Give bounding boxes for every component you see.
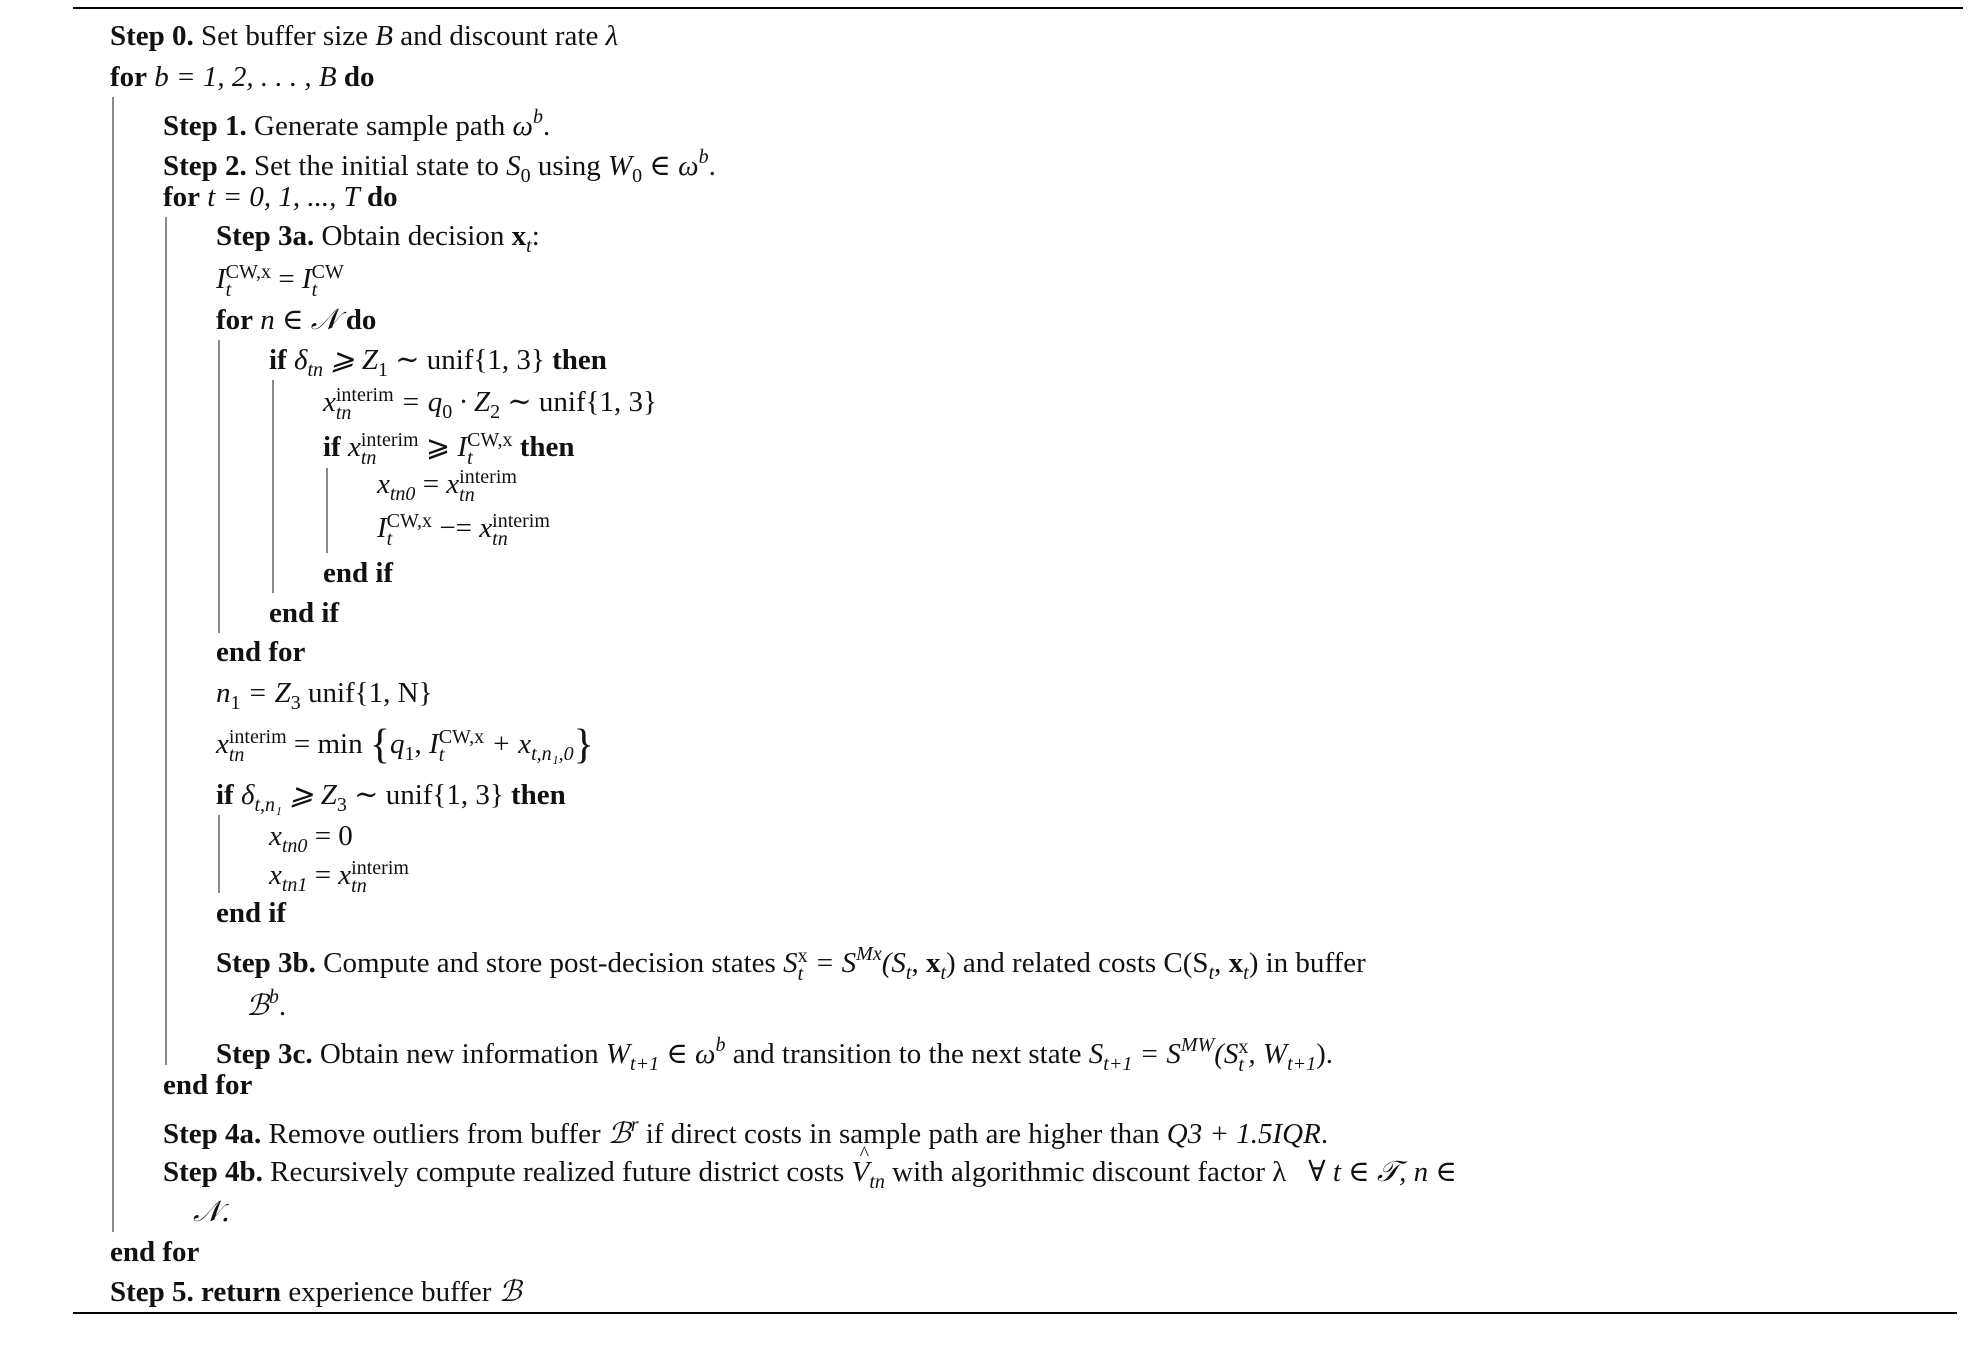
math-expr: , W bbox=[1248, 1038, 1288, 1070]
math-expr: + x bbox=[491, 728, 532, 760]
for-t-line bbox=[163, 177, 398, 217]
superscript: b bbox=[533, 106, 543, 128]
superscript: r bbox=[630, 1114, 639, 1136]
indent-bar-if-delta bbox=[272, 380, 274, 593]
subscript: t bbox=[386, 528, 393, 550]
math-var: λ bbox=[605, 20, 619, 52]
subscript: t bbox=[905, 962, 912, 984]
I-minus-assign-line bbox=[377, 506, 550, 550]
step-5-line bbox=[110, 1271, 522, 1311]
subscript: t,n₁,0 bbox=[531, 743, 574, 765]
supsub bbox=[312, 263, 344, 299]
math-expr: ∈ ω bbox=[666, 1038, 716, 1070]
step-text: in buffer bbox=[1265, 947, 1366, 979]
supsub bbox=[229, 728, 287, 764]
math-expr: ∀ t ∈ 𝒯, n ∈ bbox=[1308, 1156, 1457, 1188]
step-3b-cont-line bbox=[246, 977, 287, 1022]
subscript: tn0 bbox=[389, 483, 416, 505]
supsub bbox=[226, 263, 271, 299]
punct: , bbox=[1214, 947, 1229, 979]
subscript: tn bbox=[228, 744, 245, 766]
step-label: Step 4a. bbox=[163, 1118, 262, 1150]
math-expr: = S bbox=[814, 947, 857, 979]
math-var: x bbox=[338, 859, 352, 891]
superscript: interim bbox=[360, 429, 419, 451]
superscript: x bbox=[1238, 1036, 1249, 1058]
step-text: Set buffer size bbox=[201, 20, 369, 52]
left-brace: { bbox=[369, 722, 391, 768]
subscript: t bbox=[438, 744, 445, 766]
supsub bbox=[1238, 1038, 1248, 1074]
math-var: I bbox=[301, 263, 312, 295]
punct: . bbox=[543, 110, 551, 142]
math-expr: = Z bbox=[247, 677, 291, 709]
supsub bbox=[387, 512, 432, 548]
math-var: I bbox=[457, 431, 468, 463]
operator: = min bbox=[293, 728, 363, 760]
math-var: δ bbox=[293, 344, 308, 376]
subscript: t bbox=[225, 279, 232, 301]
subscript: t bbox=[940, 962, 946, 984]
math-var: q bbox=[390, 728, 405, 760]
operator: = bbox=[422, 468, 440, 500]
x-interim-line bbox=[323, 380, 657, 424]
if-delta-line bbox=[269, 340, 607, 380]
subscript: t bbox=[526, 235, 532, 257]
end-if-2-line bbox=[216, 893, 286, 933]
n1-assign-line bbox=[216, 673, 432, 713]
math-var: x bbox=[323, 386, 336, 418]
superscript: x bbox=[797, 945, 808, 967]
x-interim-min-line bbox=[216, 722, 594, 766]
subscript: tn bbox=[459, 484, 475, 506]
step-3b-line bbox=[216, 934, 1366, 985]
math-var: I bbox=[216, 263, 226, 295]
step-3a-line bbox=[216, 216, 540, 256]
keyword-end-if: end if bbox=[323, 557, 394, 589]
math-expr: · Z bbox=[459, 386, 491, 418]
indent-bar-if-delta2 bbox=[218, 815, 220, 893]
subscript: 2 bbox=[490, 401, 501, 423]
subscript: 1 bbox=[404, 743, 415, 765]
step-label: Step 4b. bbox=[163, 1156, 263, 1188]
math-var: x bbox=[347, 431, 361, 463]
step-label: Step 1. bbox=[163, 110, 247, 142]
punct: . bbox=[278, 990, 287, 1022]
math-expr: Q3 + 1.5IQR bbox=[1166, 1118, 1321, 1150]
subscript: t+1 bbox=[1103, 1053, 1133, 1075]
subscript: 1 bbox=[377, 359, 388, 381]
punct: . bbox=[708, 150, 716, 182]
superscript: interim bbox=[335, 384, 394, 406]
math-expr: = 0 bbox=[314, 820, 353, 852]
step-text: Obtain new information bbox=[319, 1038, 599, 1070]
subscript: tn bbox=[360, 447, 377, 469]
superscript: interim bbox=[492, 510, 550, 532]
loop-expr: n ∈ 𝒩 bbox=[260, 304, 339, 336]
supsub bbox=[492, 512, 550, 548]
end-for-t-line bbox=[163, 1065, 252, 1105]
x-tn0-zero-line bbox=[269, 816, 353, 856]
step-4b-cont-line bbox=[193, 1191, 230, 1231]
math-var: x bbox=[269, 859, 282, 891]
math-expr: 𝒩. bbox=[193, 1194, 231, 1228]
math-var: I bbox=[377, 512, 387, 544]
math-var: S bbox=[506, 150, 521, 182]
step-text: experience buffer bbox=[288, 1276, 492, 1308]
subscript: t bbox=[1238, 1054, 1244, 1076]
loop-expr: b = 1, 2, . . . , B bbox=[154, 61, 337, 93]
math-var: x bbox=[925, 947, 941, 979]
keyword-do: do bbox=[367, 181, 398, 213]
subscript: 3 bbox=[290, 692, 301, 714]
superscript: MW bbox=[1180, 1034, 1215, 1056]
math-var: x bbox=[511, 220, 527, 252]
subscript: t bbox=[467, 447, 473, 469]
supsub bbox=[351, 859, 409, 895]
step-2-line bbox=[163, 137, 716, 187]
subscript: tn1 bbox=[281, 874, 308, 896]
superscript: b bbox=[698, 146, 709, 168]
keyword-do: do bbox=[345, 304, 377, 336]
math-expr: = q bbox=[400, 386, 443, 418]
step-text: using bbox=[537, 150, 601, 182]
step-4a-line bbox=[163, 1105, 1329, 1150]
math-expr: ∼ unif{1, 3} bbox=[395, 344, 545, 376]
math-var: x bbox=[377, 468, 390, 500]
for-b-line bbox=[110, 57, 374, 97]
indent-bar-if-x bbox=[326, 468, 328, 553]
step-text: Recursively compute realized future district costs bbox=[270, 1156, 845, 1188]
math-expr: (S bbox=[1214, 1038, 1239, 1070]
subscript: tn bbox=[351, 875, 367, 897]
math-var: x bbox=[269, 820, 282, 852]
punct: ) bbox=[1248, 947, 1259, 979]
subscript: 0 bbox=[632, 165, 643, 187]
step-text: and related costs C(S bbox=[962, 947, 1209, 979]
math-expr: unif{1, N} bbox=[307, 677, 433, 709]
buffer-symbol: ℬ bbox=[246, 988, 269, 1022]
step-text: Remove outliers from buffer bbox=[268, 1118, 601, 1150]
x-tn0-assign-line bbox=[377, 462, 517, 506]
indent-bar-for-n bbox=[218, 340, 220, 633]
keyword-end-for: end for bbox=[110, 1236, 200, 1268]
step-text: Compute and store post-decision states bbox=[323, 947, 776, 979]
step-text: Obtain decision bbox=[321, 220, 505, 252]
math-var: ^ V bbox=[852, 1152, 870, 1192]
math-var: x bbox=[1228, 947, 1244, 979]
math-expr: ⩾ Z bbox=[289, 779, 337, 811]
step-label: Step 5. bbox=[110, 1276, 194, 1308]
step-1-line bbox=[163, 97, 551, 142]
superscript: interim bbox=[351, 857, 409, 879]
math-var: I bbox=[429, 728, 439, 760]
step-label: Step 3b. bbox=[216, 947, 316, 979]
keyword-for: for bbox=[110, 61, 148, 93]
supsub bbox=[459, 468, 517, 504]
subscript: t bbox=[1243, 962, 1249, 984]
math-var: x bbox=[479, 512, 493, 544]
supsub bbox=[439, 728, 484, 764]
subscript: tn bbox=[307, 359, 324, 381]
operator: = bbox=[278, 263, 295, 295]
keyword-then: then bbox=[552, 344, 607, 376]
math-var: B bbox=[375, 20, 393, 52]
step-text: with algorithmic discount factor λ bbox=[892, 1156, 1287, 1188]
keyword-end-for: end for bbox=[163, 1069, 253, 1101]
superscript: b bbox=[715, 1034, 726, 1056]
keyword-end-for: end for bbox=[216, 636, 306, 668]
superscript: CW,x bbox=[225, 261, 272, 283]
loop-expr: t = 0, 1, ..., T bbox=[207, 181, 360, 213]
supsub bbox=[798, 947, 808, 983]
punct: , bbox=[911, 947, 926, 979]
if-delta2-line bbox=[216, 775, 566, 815]
bottom-rule bbox=[73, 1312, 1957, 1314]
subscript: t bbox=[797, 963, 804, 985]
step-text: and discount rate bbox=[400, 20, 599, 52]
punct: , bbox=[414, 728, 422, 760]
indent-bar-for-t bbox=[165, 217, 167, 1065]
keyword-end-if: end if bbox=[269, 597, 340, 629]
punct: . bbox=[1320, 1118, 1329, 1150]
buffer-symbol: ℬ bbox=[607, 1116, 631, 1150]
keyword-do: do bbox=[343, 61, 375, 93]
keyword-if: if bbox=[216, 779, 234, 811]
keyword-if: if bbox=[323, 431, 341, 463]
superscript: interim bbox=[459, 466, 517, 488]
end-if-outer-line bbox=[269, 593, 339, 633]
subscript: 1 bbox=[230, 692, 241, 714]
operator: −= bbox=[439, 512, 473, 544]
punct: ) bbox=[946, 947, 956, 979]
math-expr: = S bbox=[1139, 1038, 1181, 1070]
step-label: Step 2. bbox=[163, 150, 247, 182]
top-rule bbox=[73, 7, 1963, 9]
math-var: δ bbox=[240, 779, 255, 811]
punct: : bbox=[531, 220, 540, 252]
step-label: Step 3c. bbox=[216, 1038, 313, 1070]
step-0-line bbox=[110, 16, 618, 56]
end-if-inner-line bbox=[323, 553, 393, 593]
math-var: x bbox=[216, 728, 229, 760]
math-var: ω bbox=[512, 110, 533, 142]
end-for-b-line bbox=[110, 1232, 199, 1272]
step-text: Generate sample path bbox=[254, 110, 506, 142]
right-brace: } bbox=[573, 722, 594, 768]
math-var: ∈ ω bbox=[649, 150, 699, 182]
subscript: t+1 bbox=[630, 1053, 660, 1075]
operator: ⩾ bbox=[425, 431, 451, 463]
subscript: 0 bbox=[442, 401, 453, 423]
keyword-if: if bbox=[269, 344, 287, 376]
math-var: W bbox=[607, 150, 633, 182]
superscript: CW,x bbox=[438, 726, 485, 748]
math-var: S bbox=[1088, 1038, 1104, 1070]
superscript: CW,x bbox=[467, 429, 513, 451]
keyword-then: then bbox=[511, 779, 566, 811]
keyword-return: return bbox=[201, 1276, 282, 1308]
x-tn1-assign-line bbox=[269, 853, 409, 897]
keyword-for: for bbox=[216, 304, 254, 336]
math-var: W bbox=[605, 1038, 631, 1070]
step-text: and transition to the next state bbox=[732, 1038, 1082, 1070]
subscript: tn0 bbox=[281, 835, 308, 857]
end-for-n-line bbox=[216, 632, 305, 672]
buffer-symbol: ℬ bbox=[498, 1274, 522, 1308]
superscript: Mx bbox=[856, 943, 882, 965]
subscript: t bbox=[311, 279, 318, 301]
subscript: tn bbox=[492, 528, 508, 550]
math-expr: ⩾ Z bbox=[330, 344, 378, 376]
assign-I-line bbox=[216, 257, 344, 301]
superscript: b bbox=[268, 986, 279, 1008]
operator: = bbox=[314, 859, 332, 891]
indent-bar-for-b bbox=[112, 97, 114, 1232]
for-n-line bbox=[216, 300, 376, 340]
subscript: t,n₁ bbox=[254, 794, 282, 816]
subscript: tn bbox=[869, 1171, 885, 1193]
supsub bbox=[336, 386, 394, 422]
subscript: t+1 bbox=[1287, 1053, 1317, 1075]
superscript: CW,x bbox=[386, 510, 433, 532]
superscript: interim bbox=[228, 726, 287, 748]
punct: ). bbox=[1316, 1038, 1334, 1070]
subscript: 3 bbox=[336, 794, 347, 816]
keyword-end-if: end if bbox=[216, 897, 287, 929]
step-label: Step 0. bbox=[110, 20, 194, 52]
math-var: n bbox=[216, 677, 231, 709]
math-expr: (S bbox=[881, 947, 906, 979]
keyword-then: then bbox=[519, 431, 575, 463]
subscript: 0 bbox=[520, 165, 531, 187]
subscript: tn bbox=[335, 402, 352, 424]
step-label: Step 3a. bbox=[216, 220, 315, 252]
keyword-for: for bbox=[163, 181, 201, 213]
subscript: t bbox=[1208, 962, 1215, 984]
step-3c-line bbox=[216, 1025, 1334, 1076]
math-expr: ∼ unif{1, 3} bbox=[354, 779, 504, 811]
math-expr: ∼ unif{1, 3} bbox=[507, 386, 657, 418]
step-text: if direct costs in sample path are higher than bbox=[645, 1118, 1160, 1150]
math-var: x bbox=[446, 468, 460, 500]
math-var: S bbox=[783, 947, 798, 979]
superscript: CW bbox=[311, 261, 344, 283]
step-text: Set the initial state to bbox=[254, 150, 499, 182]
step-4b-line bbox=[163, 1152, 1457, 1192]
